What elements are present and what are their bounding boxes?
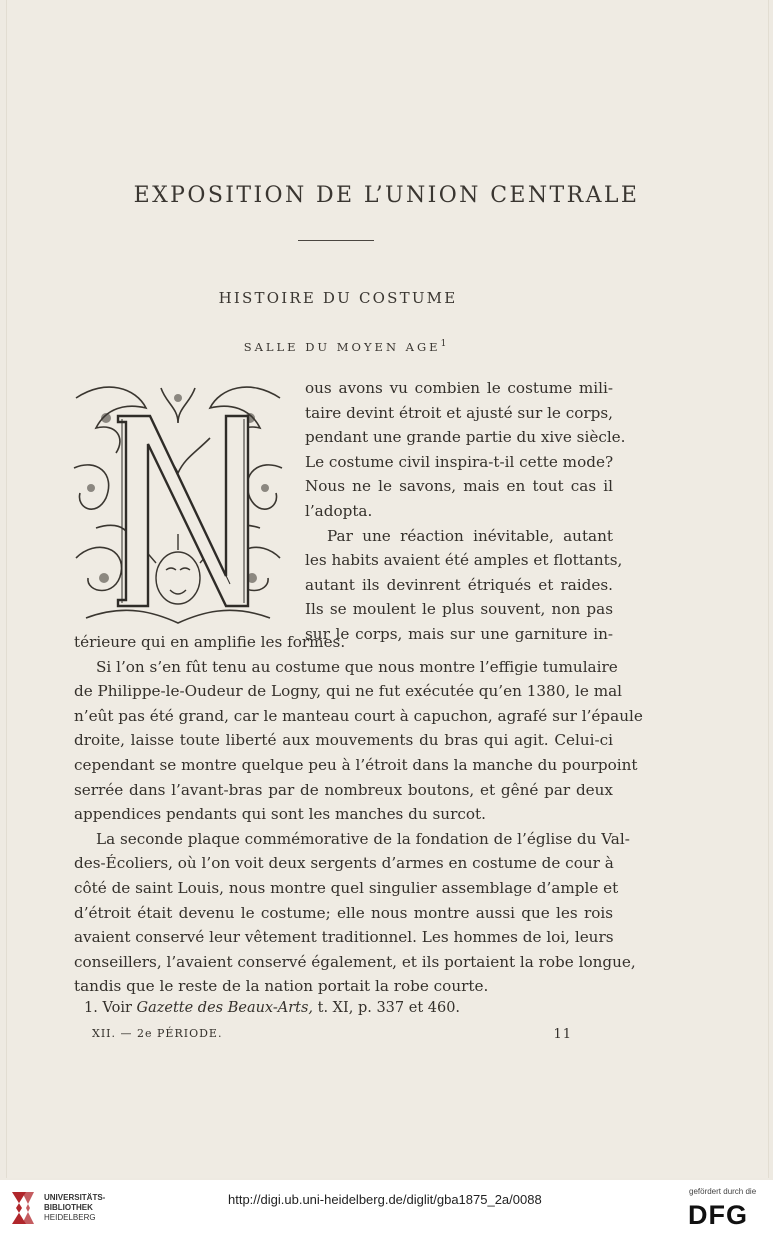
text-line: La seconde plaque commémorative de la fondation de l’église du Val- [96,829,630,848]
body-text [74,630,643,999]
section-heading [0,339,690,354]
text-line: Nous ne le savons, mais en tout cas il [305,477,613,496]
text-line: taire devint étroit et ajusté sur le corps, [305,403,613,422]
signature-text: XII. — 2e PÉRIODE. [92,1027,223,1040]
dfg-logo: DFG [688,1200,748,1230]
article-title: EXPOSITION DE L’UNION CENTRALE [133,183,640,208]
text-line: avaient conservé leur vêtement traditionnel. Les hommes de loi, leurs [74,928,614,947]
library-name [44,1193,105,1223]
footnote-marker: 1. Voir [84,1000,132,1016]
text-line: Le costume civil inspira-t-il cette mode? [305,452,614,471]
printer-signature [92,1027,572,1040]
funder-label: gefördert durch die [689,1187,757,1196]
signature-number: 11 [553,1027,572,1042]
text-line: l’adopta. [305,501,373,520]
library-name-line: BIBLIOTHEK [44,1203,93,1212]
footnote-reference: 1 [440,339,447,349]
text-line: côté de saint Louis, nous montre quel singulier assemblage d’ample et [74,878,619,897]
text-line: de Philippe-le-Oudeur de Logny, qui ne fut exécutée qu’en 1380, le mal [74,682,623,701]
text-line: Si l’on s’en fût tenu au costume que nous montre l’effigie tumulaire [96,657,618,676]
footnote-reference-text: t. XI, p. 337 et 460. [317,1000,461,1016]
footnote [84,1000,460,1016]
library-name-line: UNIVERSITÄTS- [44,1193,106,1202]
university-library-logo-icon [8,1188,38,1228]
text-line: appendices pendants qui sont les manches du surcot. [74,805,486,824]
text-line: Par une réaction inévitable, autant [327,526,613,545]
article-subtitle: HISTOIRE DU COSTUME [218,289,458,307]
section-title: SALLE DU MOYEN AGE [243,339,441,354]
text-line: tandis que le reste de la nation portait la robe courte. [74,977,489,996]
opening-paragraph [305,376,626,647]
text-line: Ils se moulent le plus souvent, non pas [305,600,613,619]
text-line: conseillers, l’avaient conservé également, et ils portaient la robe longue, [74,952,636,971]
digitization-footer [0,1180,773,1235]
text-line: des-Écoliers, où l’on voit deux sergents d’armes en costume de cour à [74,854,614,873]
text-line: droite, laisse toute liberté aux mouvements du bras qui agit. Celui-ci [74,731,613,750]
title-divider [298,240,374,241]
text-line: serrée dans l’avant-bras par de nombreux boutons, et gêné par deux [74,780,613,799]
text-line: cependant se montre quelque peu à l’étroit dans la manche du pourpoint [74,755,638,774]
text-line: les habits avaient été amples et flottants, [305,551,623,570]
text-line: autant ils devinrent étriqués et raides. [305,575,613,594]
text-line: pendant une grande partie du xive siècle. [305,428,626,447]
text-line: ous avons vu combien le costume mili- [305,379,613,397]
footnote-journal: Gazette des Beaux-Arts, [136,1000,314,1016]
text-line: n’eût pas été grand, car le manteau court à capuchon, agrafé sur l’épaule [74,706,643,725]
library-name-line: HEIDELBERG [44,1213,96,1222]
text-line: térieure qui en amplifie les formes. [74,633,346,651]
text-line: d’étroit était devenu le costume; elle nous montre aussi que les rois [74,903,613,922]
ornate-initial-n [66,378,290,632]
text-line: sur le corps, mais sur une garniture in- [305,624,613,643]
permalink-url[interactable]: http://digi.ub.uni-heidelberg.de/diglit/gba1875_2a/0088 [228,1192,542,1207]
